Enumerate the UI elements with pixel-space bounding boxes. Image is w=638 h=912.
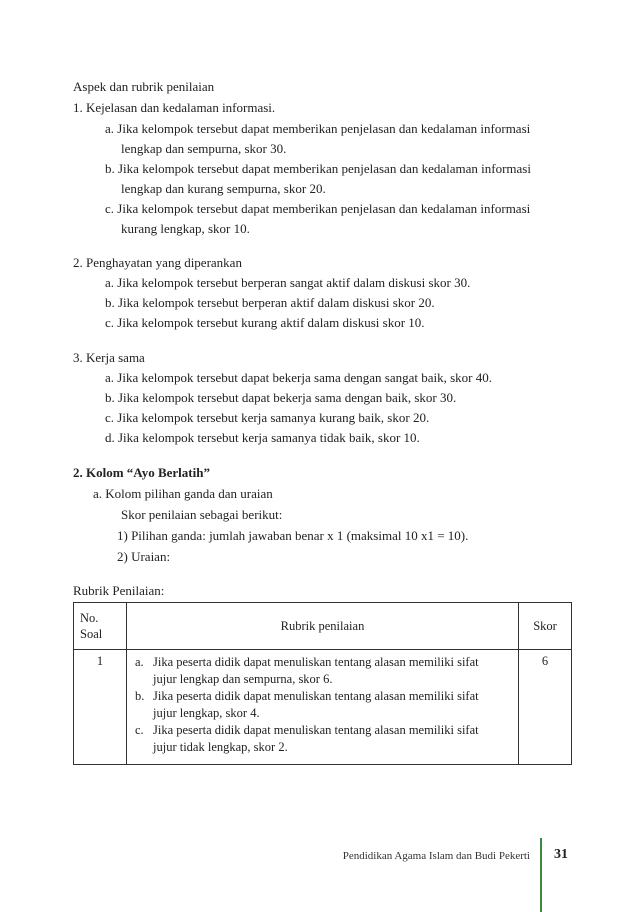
aspect-2-line-b: b. Jika kelompok tersebut berperan aktif dalam diskusi skor 20. bbox=[105, 295, 435, 310]
aspect-3-line-d: d. Jika kelompok tersebut kerja samanya tidak baik, skor 10. bbox=[105, 430, 420, 445]
aspect-3-line-b: b. Jika kelompok tersebut dapat bekerja sama dengan baik, skor 30. bbox=[105, 390, 457, 405]
aspect-1-line-c2: kurang lengkap, skor 10. bbox=[121, 221, 250, 236]
aspect-2-title: 2. Penghayatan yang diperankan bbox=[73, 255, 242, 270]
aspect-1-title: 1. Kejelasan dan kedalaman informasi. bbox=[73, 100, 276, 115]
aspect-1-line-b2: lengkap dan kurang sempurna, skor 20. bbox=[121, 181, 326, 196]
rubrik-item-line: Jika peserta didik dapat menuliskan tentang alasan memiliki sifat bbox=[153, 723, 479, 737]
rubrik-item-letter: a. bbox=[135, 655, 144, 669]
rubrik-item bbox=[135, 688, 510, 722]
rubrik-item-line: Jika peserta didik dapat menuliskan tentang alasan memiliki sifat bbox=[153, 655, 479, 669]
header-no-line1: No. bbox=[80, 611, 99, 625]
rubrik-item-line: jujur lengkap dan sempurna, skor 6. bbox=[153, 672, 333, 686]
header-no-soal bbox=[74, 603, 127, 650]
rubrik-heading: Rubrik Penilaian: bbox=[73, 583, 165, 598]
page-number: 31 bbox=[554, 847, 568, 862]
rubrik-item-letter: b. bbox=[135, 689, 145, 703]
skor-item-1: 1) Pilihan ganda: jumlah jawaban benar x 1 (maksimal 10 x1 = 10). bbox=[117, 528, 469, 543]
aspect-3-title: 3. Kerja sama bbox=[73, 350, 145, 365]
rubrik-item-text bbox=[153, 722, 510, 756]
section-heading: Aspek dan rubrik penilaian bbox=[73, 79, 215, 94]
table-row bbox=[74, 650, 572, 765]
aspect-1-line-a1: a. Jika kelompok tersebut dapat memberikan penjelasan dan kedalaman informasi bbox=[105, 121, 531, 136]
table-header-row bbox=[74, 603, 572, 650]
row-rubrik bbox=[127, 650, 519, 765]
aspect-2-line-c: c. Jika kelompok tersebut kurang aktif dalam diskusi skor 10. bbox=[105, 315, 425, 330]
header-skor: Skor bbox=[519, 603, 572, 650]
header-no-line2: Soal bbox=[80, 627, 103, 641]
skor-intro: Skor penilaian sebagai berikut: bbox=[121, 507, 283, 522]
rubrik-item-letter: c. bbox=[135, 723, 144, 737]
footer-book-title: Pendidikan Agama Islam dan Budi Pekerti bbox=[342, 850, 530, 862]
row-no: 1 bbox=[74, 650, 127, 765]
aspect-1-line-a2: lengkap dan sempurna, skor 30. bbox=[121, 141, 287, 156]
rubrik-item-line: Jika peserta didik dapat menuliskan tentang alasan memiliki sifat bbox=[153, 689, 479, 703]
header-rubrik: Rubrik penilaian bbox=[127, 603, 519, 650]
aspect-2-line-a: a. Jika kelompok tersebut berperan sangat aktif dalam diskusi skor 30. bbox=[105, 275, 471, 290]
row-skor: 6 bbox=[519, 650, 572, 765]
aspect-1-line-b1: b. Jika kelompok tersebut dapat memberikan penjelasan dan kedalaman informasi bbox=[105, 161, 531, 176]
skor-item-2: 2) Uraian: bbox=[117, 549, 171, 564]
rubrik-item-text bbox=[153, 654, 510, 688]
aspect-3-line-a: a. Jika kelompok tersebut dapat bekerja sama dengan sangat baik, skor 40. bbox=[105, 370, 492, 385]
rubrik-item-line: jujur tidak lengkap, skor 2. bbox=[153, 740, 288, 754]
rubrik-item bbox=[135, 654, 510, 688]
rubrik-item-text bbox=[153, 688, 510, 722]
aspect-1-line-c1: c. Jika kelompok tersebut dapat memberikan penjelasan dan kedalaman informasi bbox=[105, 201, 531, 216]
rubrik-item bbox=[135, 722, 510, 756]
section-2-sub-a: a. Kolom pilihan ganda dan uraian bbox=[93, 486, 273, 501]
footer-divider bbox=[540, 838, 542, 912]
rubrik-item-line: jujur lengkap, skor 4. bbox=[153, 706, 260, 720]
section-2-title: 2. Kolom “Ayo Berlatih” bbox=[73, 465, 210, 480]
rubric-table bbox=[73, 602, 572, 765]
aspect-3-line-c: c. Jika kelompok tersebut kerja samanya kurang baik, skor 20. bbox=[105, 410, 430, 425]
